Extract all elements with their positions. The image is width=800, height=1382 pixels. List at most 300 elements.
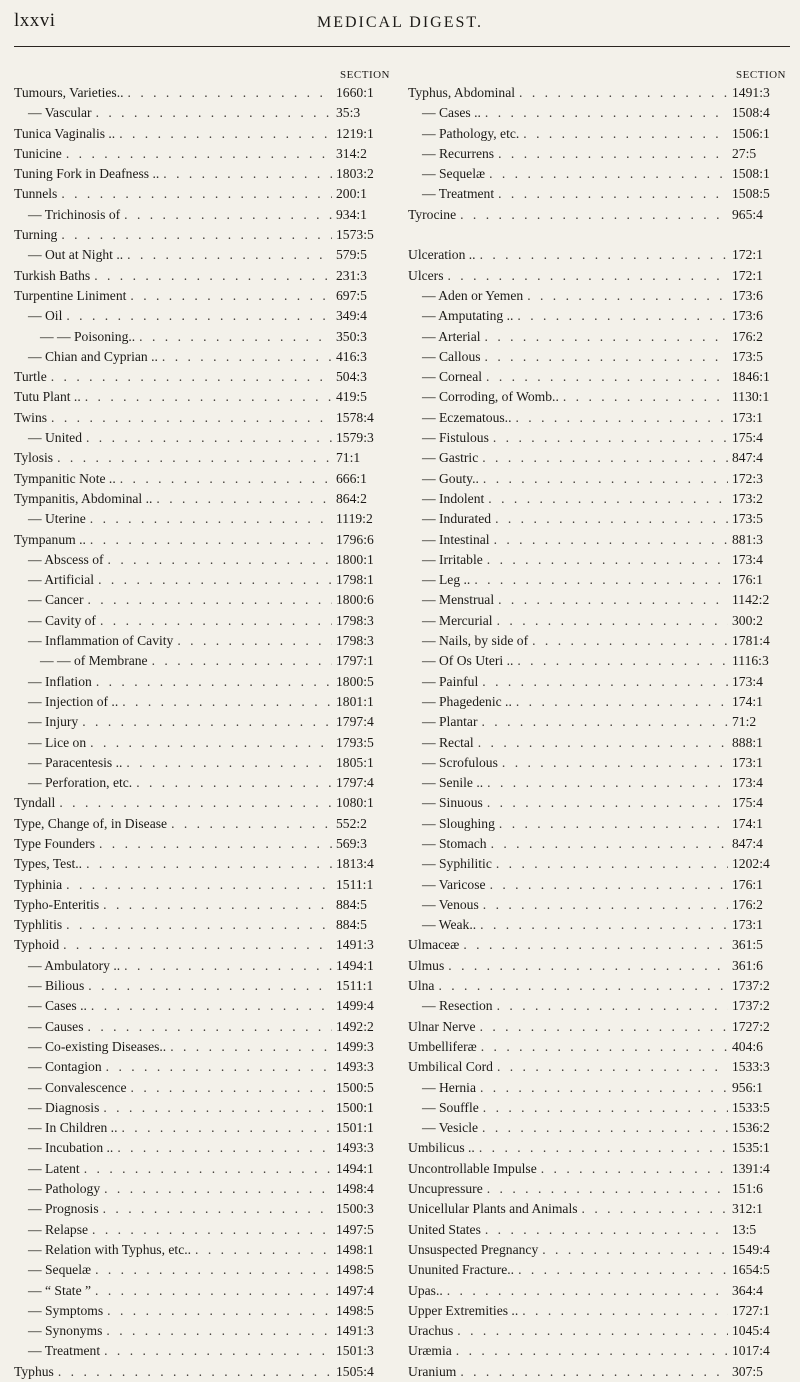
- index-entry: [408, 611, 788, 631]
- index-term: Typhus, Abdominal: [408, 85, 516, 100]
- index-term: — Hernia: [422, 1079, 476, 1095]
- index-term: Upper Extremities ..: [408, 1302, 519, 1318]
- section-ref: 231:3: [336, 267, 367, 283]
- index-entry: [408, 733, 788, 753]
- index-entry: [408, 367, 788, 387]
- section-ref: 1793:5: [336, 734, 374, 750]
- leader-dots: [537, 1159, 728, 1179]
- running-head: MEDICAL DIGEST.: [317, 14, 483, 31]
- leader-dots: [476, 245, 728, 265]
- index-entry: [408, 428, 788, 448]
- header-rule: [14, 46, 790, 47]
- leader-dots: [86, 733, 332, 753]
- leader-dots: [88, 1220, 332, 1240]
- leader-dots: [478, 712, 729, 732]
- index-entry: [408, 875, 788, 895]
- index-term: — Resection: [422, 998, 493, 1014]
- leader-dots: [117, 1118, 332, 1138]
- index-entry: [14, 225, 392, 245]
- index-term: — Recurrens: [422, 145, 495, 161]
- leader-dots: [528, 631, 728, 651]
- section-ref: 1737:2: [732, 998, 770, 1014]
- index-term: — Cavity of: [28, 612, 96, 628]
- leader-dots: [102, 1321, 332, 1341]
- leader-dots: [513, 651, 728, 671]
- index-term: Umbilical Cord: [408, 1059, 493, 1075]
- index-entry: [14, 1199, 392, 1219]
- leader-dots: [47, 408, 332, 428]
- index-entry: [14, 428, 392, 448]
- index-column-left: [14, 68, 392, 1382]
- section-ref: 1533:3: [732, 1059, 770, 1075]
- leader-dots: [494, 184, 728, 204]
- index-term: — Sequelæ: [422, 166, 486, 182]
- index-entry: [14, 651, 392, 671]
- index-entry: [408, 976, 788, 996]
- index-entry: [408, 1057, 788, 1077]
- index-term: — Treatment: [422, 186, 495, 202]
- leader-dots: [494, 144, 728, 164]
- section-ref: 1797:4: [336, 775, 374, 791]
- leader-dots: [132, 773, 332, 793]
- index-term: Tyrocine: [408, 206, 457, 222]
- section-heading-left: SECTION: [340, 69, 390, 81]
- leader-dots: [84, 1017, 332, 1037]
- leader-dots: [495, 814, 728, 834]
- page-number: lxxvi: [14, 10, 56, 31]
- index-entry: [14, 184, 392, 204]
- index-entry: [408, 1281, 788, 1301]
- section-ref: 1498:5: [336, 1302, 374, 1318]
- index-term: Upas..: [408, 1282, 443, 1298]
- index-entry: [14, 976, 392, 996]
- index-term: — Stomach: [422, 835, 487, 851]
- index-term: Ununited Fracture..: [408, 1262, 515, 1278]
- index-term: Typhoid: [14, 937, 60, 953]
- section-ref: 666:1: [336, 470, 367, 486]
- index-term: — Amputating ..: [422, 308, 514, 324]
- leader-dots: [486, 875, 728, 895]
- index-entry: [14, 935, 392, 955]
- index-term: Tuning Fork in Deafness ..: [14, 166, 160, 182]
- index-entry: [408, 469, 788, 489]
- index-term: — Artificial: [28, 572, 95, 588]
- index-entry: [14, 1057, 392, 1077]
- section-ref: 881:3: [732, 531, 763, 547]
- section-ref: 173:1: [732, 754, 763, 770]
- index-term: — Prognosis: [28, 1201, 99, 1217]
- leader-dots: [103, 1301, 332, 1321]
- section-ref: 151:6: [732, 1181, 763, 1197]
- index-entry: [14, 1037, 392, 1057]
- index-entry: [408, 530, 788, 550]
- leader-dots: [91, 1260, 332, 1280]
- index-term: Typhlitis: [14, 917, 63, 933]
- index-entry: [14, 773, 392, 793]
- index-term: — Eczematous..: [422, 409, 512, 425]
- index-term: — — Poisoning..: [40, 328, 136, 344]
- index-term: — Indurated: [422, 511, 492, 527]
- index-entry: [408, 570, 788, 590]
- section-ref: 1511:1: [336, 876, 374, 892]
- section-ref: 1781:4: [732, 633, 770, 649]
- section-ref: 1803:2: [336, 166, 374, 182]
- index-term: Ulnar Nerve: [408, 1018, 476, 1034]
- index-entry: [408, 854, 788, 874]
- leader-dots: [100, 1179, 332, 1199]
- section-ref: 173:4: [732, 551, 763, 567]
- section-ref: 71:1: [336, 450, 361, 466]
- section-ref: 404:6: [732, 1038, 763, 1054]
- section-ref: 1800:6: [336, 592, 374, 608]
- index-term: Ulmaceæ: [408, 937, 460, 953]
- section-ref: 312:1: [732, 1201, 763, 1217]
- leader-dots: [116, 469, 332, 489]
- index-entry: [408, 1017, 788, 1037]
- section-ref: 1727:2: [732, 1018, 770, 1034]
- index-entry: [14, 1159, 392, 1179]
- index-term: — Contagion: [28, 1059, 102, 1075]
- leader-dots: [99, 1098, 332, 1118]
- leader-dots: [515, 83, 728, 103]
- section-ref: 172:1: [732, 247, 763, 263]
- index-entry: [408, 1138, 788, 1158]
- index-term: Turpentine Liniment: [14, 287, 127, 303]
- leader-dots: [478, 448, 728, 468]
- index-term: — Corroding, of Womb..: [422, 389, 559, 405]
- index-term: — Leg ..: [422, 572, 471, 588]
- index-entry: [408, 286, 788, 306]
- section-ref: 1800:1: [336, 551, 374, 567]
- index-entry: [14, 1301, 392, 1321]
- index-term: — Relation with Typhus, etc..: [28, 1241, 192, 1257]
- index-entry: [14, 469, 392, 489]
- leader-dots: [512, 692, 728, 712]
- leader-dots: [477, 1037, 728, 1057]
- index-term: — Symptoms: [28, 1302, 104, 1318]
- index-term: — — of Membrane: [40, 653, 148, 669]
- leader-dots: [476, 1017, 728, 1037]
- index-entry: [408, 83, 788, 103]
- index-entry: [408, 712, 788, 732]
- leader-dots: [482, 367, 728, 387]
- index-entry: [408, 205, 788, 225]
- index-entry: [14, 489, 392, 509]
- index-term: — Trichinosis of: [28, 206, 121, 222]
- leader-dots: [86, 509, 332, 529]
- section-ref: 173:6: [732, 287, 763, 303]
- section-ref: 1727:1: [732, 1302, 770, 1318]
- index-entry: [14, 753, 392, 773]
- section-ref: 1801:1: [336, 693, 374, 709]
- index-term: — Corneal: [422, 369, 483, 385]
- leader-dots: [459, 935, 728, 955]
- leader-dots: [173, 631, 332, 651]
- leader-dots: [122, 753, 332, 773]
- index-entry: [408, 895, 788, 915]
- index-entry: [408, 1341, 788, 1361]
- section-ref: 579:5: [336, 247, 367, 263]
- section-ref: 884:5: [336, 896, 367, 912]
- section-ref: 1501:1: [336, 1120, 374, 1136]
- index-entry: [14, 1078, 392, 1098]
- index-term: Ulmus: [408, 957, 445, 973]
- index-term: — Abscess of: [28, 551, 104, 567]
- leader-dots: [453, 1321, 728, 1341]
- index-entry: [14, 590, 392, 610]
- section-ref: 1493:3: [336, 1059, 374, 1075]
- section-ref: 176:1: [732, 876, 763, 892]
- index-term: Turkish Baths: [14, 267, 91, 283]
- section-ref: 1505:4: [336, 1363, 374, 1379]
- leader-dots: [519, 124, 728, 144]
- leader-dots: [483, 773, 728, 793]
- index-term: — Sinuous: [422, 795, 483, 811]
- index-term: — Syphilitic: [422, 856, 492, 872]
- leader-dots: [99, 1199, 332, 1219]
- index-term: — Plantar: [422, 714, 478, 730]
- index-term: United States: [408, 1221, 481, 1237]
- index-entry: [408, 347, 788, 367]
- leader-dots: [113, 1138, 332, 1158]
- index-term: — Causes: [28, 1018, 84, 1034]
- index-term: — Callous: [422, 348, 481, 364]
- leader-dots: [123, 245, 332, 265]
- section-ref: 1491:3: [336, 1323, 374, 1339]
- leader-dots: [478, 1118, 728, 1138]
- leader-dots: [87, 996, 332, 1016]
- section-ref: 1017:4: [732, 1343, 770, 1359]
- section-ref: 172:1: [732, 267, 763, 283]
- index-term: — “ State ”: [28, 1282, 92, 1298]
- leader-dots: [476, 915, 728, 935]
- leader-dots: [84, 976, 332, 996]
- index-entry: [14, 509, 392, 529]
- section-ref: 1497:4: [336, 1282, 374, 1298]
- leader-dots: [82, 854, 332, 874]
- index-entry: [408, 1220, 788, 1240]
- leader-dots: [476, 1078, 728, 1098]
- index-entry: [14, 347, 392, 367]
- index-term: — Varicose: [422, 876, 486, 892]
- section-ref: 71:2: [732, 714, 757, 730]
- index-term: — Chian and Cyprian ..: [28, 348, 158, 364]
- index-entry: [408, 590, 788, 610]
- index-term: — Gastric: [422, 450, 479, 466]
- leader-dots: [94, 570, 332, 590]
- leader-dots: [478, 672, 728, 692]
- leader-dots: [62, 144, 332, 164]
- leader-dots: [83, 590, 332, 610]
- section-ref: 1499:3: [336, 1038, 374, 1054]
- leader-dots: [511, 408, 728, 428]
- index-term: — Relapse: [28, 1221, 89, 1237]
- section-ref: 314:2: [336, 145, 367, 161]
- index-term: Types, Test..: [14, 856, 83, 872]
- index-entry: [14, 103, 392, 123]
- index-entry: [408, 834, 788, 854]
- index-term: — Mercurial: [422, 612, 493, 628]
- section-ref: 1813:4: [336, 856, 374, 872]
- section-ref: 1508:4: [732, 105, 770, 121]
- index-term: — Lice on: [28, 734, 87, 750]
- section-ref: 1511:1: [336, 978, 374, 994]
- leader-dots: [538, 1240, 728, 1260]
- index-entry: [14, 367, 392, 387]
- leader-dots: [159, 164, 332, 184]
- leader-dots: [484, 489, 728, 509]
- index-entry: [14, 1017, 392, 1037]
- section-ref: 1508:5: [732, 186, 770, 202]
- index-term: — Injection of ..: [28, 693, 119, 709]
- index-entry: [408, 1301, 788, 1321]
- section-ref: 1491:3: [732, 85, 770, 100]
- section-ref: 419:5: [336, 389, 367, 405]
- section-ref: 1119:2: [336, 511, 373, 527]
- leader-dots: [479, 1098, 728, 1118]
- section-ref: 173:5: [732, 511, 763, 527]
- index-entry: [408, 935, 788, 955]
- section-ref: 350:3: [336, 328, 367, 344]
- leader-dots: [82, 428, 332, 448]
- index-term: — Nails, by side of: [422, 633, 529, 649]
- leader-dots: [86, 530, 332, 550]
- leader-dots: [493, 996, 728, 1016]
- leader-dots: [90, 266, 332, 286]
- leader-dots: [434, 976, 728, 996]
- index-entry: [408, 915, 788, 935]
- index-entry: [408, 550, 788, 570]
- section-ref: 1737:2: [732, 978, 770, 994]
- index-entry: [14, 692, 392, 712]
- index-term: — Senile ..: [422, 775, 484, 791]
- index-term: — Inflammation of Cavity: [28, 633, 174, 649]
- index-entry: [14, 814, 392, 834]
- index-entry: [14, 245, 392, 265]
- index-term: — Sequelæ: [28, 1262, 92, 1278]
- section-ref: 361:5: [732, 937, 763, 953]
- leader-dots: [92, 672, 332, 692]
- index-entry: [408, 1179, 788, 1199]
- index-entry: [408, 1037, 788, 1057]
- index-term: — Uterine: [28, 511, 86, 527]
- index-entry: [14, 387, 392, 407]
- section-ref: 1498:4: [336, 1181, 374, 1197]
- index-entry: [408, 773, 788, 793]
- leader-dots: [120, 956, 332, 976]
- index-term: — Gouty..: [422, 470, 479, 486]
- index-entry: [14, 448, 392, 468]
- index-term: Tympanitic Note ..: [14, 470, 116, 486]
- index-term: Uncupressure: [408, 1181, 483, 1197]
- index-entry: [14, 1098, 392, 1118]
- section-ref: 552:2: [336, 815, 367, 831]
- section-ref: 1202:4: [732, 856, 770, 872]
- index-term: — Vascular: [28, 105, 92, 121]
- index-term: — Co-existing Diseases..: [28, 1038, 167, 1054]
- index-term: Twins: [14, 409, 48, 425]
- index-term: — Painful: [422, 673, 479, 689]
- index-term: — Souffle: [422, 1099, 479, 1115]
- index-term: — Treatment: [28, 1343, 101, 1359]
- index-entry: [408, 327, 788, 347]
- index-entry: [408, 1199, 788, 1219]
- section-ref: 1549:4: [732, 1241, 770, 1257]
- index-term: — Convalescence: [28, 1079, 127, 1095]
- section-ref: 1579:3: [336, 430, 374, 446]
- index-term: — Bilious: [28, 978, 85, 994]
- section-ref: 1797:4: [336, 714, 374, 730]
- leader-dots: [54, 1362, 332, 1382]
- index-term: — Perforation, etc.: [28, 775, 133, 791]
- index-term: Tunicine: [14, 145, 62, 161]
- leader-dots: [514, 1260, 728, 1280]
- leader-dots: [492, 854, 728, 874]
- index-term: — Fistulous: [422, 430, 489, 446]
- section-ref: 1494:1: [336, 1160, 374, 1176]
- leader-dots: [481, 1220, 728, 1240]
- index-entry: [14, 1321, 392, 1341]
- leader-dots: [483, 793, 728, 813]
- leader-dots: [126, 286, 332, 306]
- section-ref: 175:4: [732, 795, 763, 811]
- index-entry: [14, 550, 392, 570]
- leader-dots: [481, 103, 728, 123]
- section-ref: 1578:4: [336, 409, 374, 425]
- leader-dots: [99, 895, 332, 915]
- leader-dots: [158, 347, 332, 367]
- leader-dots: [456, 1362, 728, 1382]
- index-term: Turning: [14, 227, 58, 243]
- index-term: Ulceration ..: [408, 247, 476, 263]
- index-entry: [14, 1220, 392, 1240]
- index-entry: [14, 875, 392, 895]
- section-ref: 27:5: [732, 145, 757, 161]
- leader-dots: [92, 103, 332, 123]
- leader-dots: [443, 1281, 728, 1301]
- section-ref: 1391:4: [732, 1160, 770, 1176]
- section-ref: 847:4: [732, 450, 763, 466]
- index-entry: [408, 1098, 788, 1118]
- section-ref: 172:3: [732, 470, 763, 486]
- section-ref: 1494:1: [336, 957, 374, 973]
- leader-dots: [59, 935, 332, 955]
- leader-dots: [490, 530, 728, 550]
- section-ref: 307:5: [732, 1363, 763, 1379]
- index-term: — Of Os Uteri ..: [422, 653, 514, 669]
- index-term: Typho-Enteritis: [14, 896, 100, 912]
- section-heading-right: SECTION: [736, 69, 786, 81]
- leader-dots: [104, 550, 332, 570]
- section-ref: 35:3: [336, 105, 361, 121]
- index-entry: [14, 83, 392, 103]
- leader-dots: [53, 448, 332, 468]
- index-term: Tumours, Varieties..: [14, 85, 124, 100]
- index-entry: [14, 915, 392, 935]
- leader-dots: [95, 834, 332, 854]
- leader-dots: [491, 509, 728, 529]
- section-ref: 1219:1: [336, 125, 374, 141]
- leader-dots: [481, 347, 728, 367]
- section-ref: 1800:5: [336, 673, 374, 689]
- index-entry: [408, 793, 788, 813]
- section-ref: 1846:1: [732, 369, 770, 385]
- index-term: Ulna: [408, 978, 435, 994]
- section-ref: 1660:1: [336, 85, 374, 100]
- index-term: — Paracentesis ..: [28, 754, 123, 770]
- index-entry: [14, 956, 392, 976]
- index-entry: [14, 144, 392, 164]
